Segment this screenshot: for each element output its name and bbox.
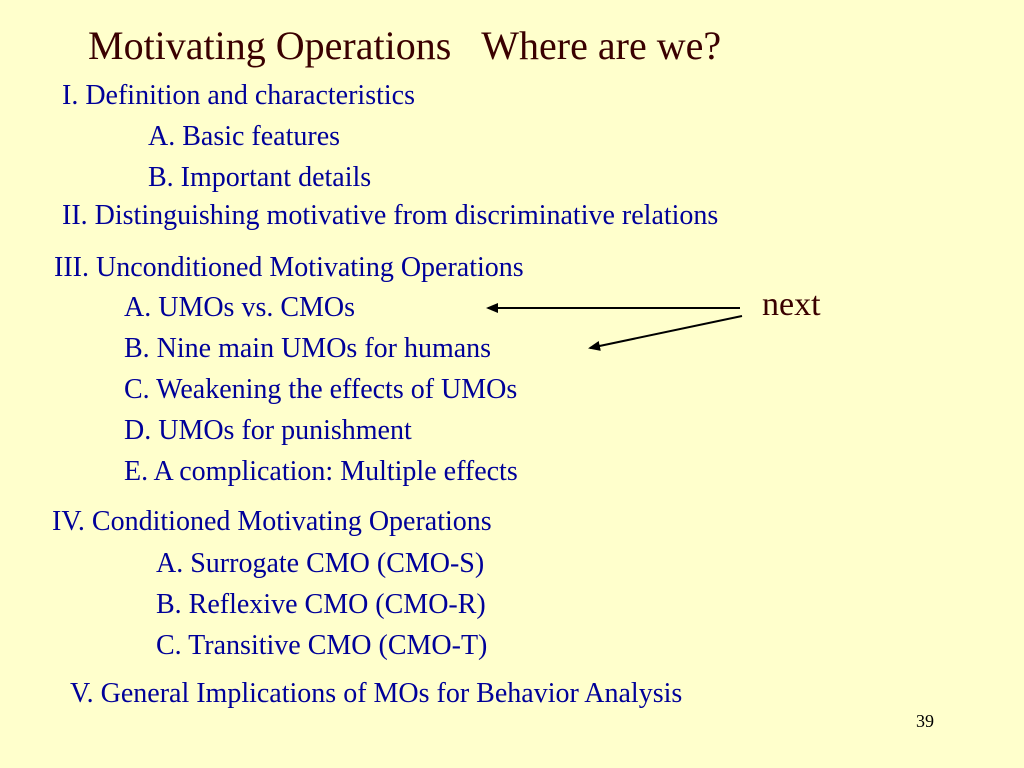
section-4-heading: IV. Conditioned Motivating Operations (52, 506, 492, 537)
title-subtitle: Where are we? (481, 23, 722, 68)
section-4-item-b: B. Reflexive CMO (CMO-R) (156, 589, 486, 620)
section-3-item-a: A. UMOs vs. CMOs (124, 292, 356, 323)
section-3-heading: III. Unconditioned Motivating Operations (54, 252, 524, 283)
slide-title (88, 23, 722, 68)
section-3-item-d: D. UMOs for punishment (124, 415, 412, 446)
next-annotation: next (762, 286, 821, 323)
section-1-item-a: A. Basic features (148, 121, 341, 152)
page-number: 39 (916, 711, 934, 731)
section-3-item-e: E. A complication: Multiple effects (124, 456, 518, 487)
section-1-item-b: B. Important details (148, 162, 372, 193)
title-main: Motivating Operations (88, 23, 452, 68)
section-4-item-c: C. Transitive CMO (CMO-T) (156, 630, 488, 661)
section-4-item-a: A. Surrogate CMO (CMO-S) (156, 548, 485, 579)
section-1-heading: I. Definition and characteristics (62, 80, 415, 111)
section-3-item-b: B. Nine main UMOs for humans (124, 333, 492, 364)
section-3-item-c: C. Weakening the effects of UMOs (124, 374, 518, 405)
arrow-to-item-b (590, 316, 742, 348)
section-5-heading: V. General Implications of MOs for Behavior Analysis (70, 678, 683, 709)
section-2-heading: II. Distinguishing motivative from discriminative relations (62, 200, 719, 231)
